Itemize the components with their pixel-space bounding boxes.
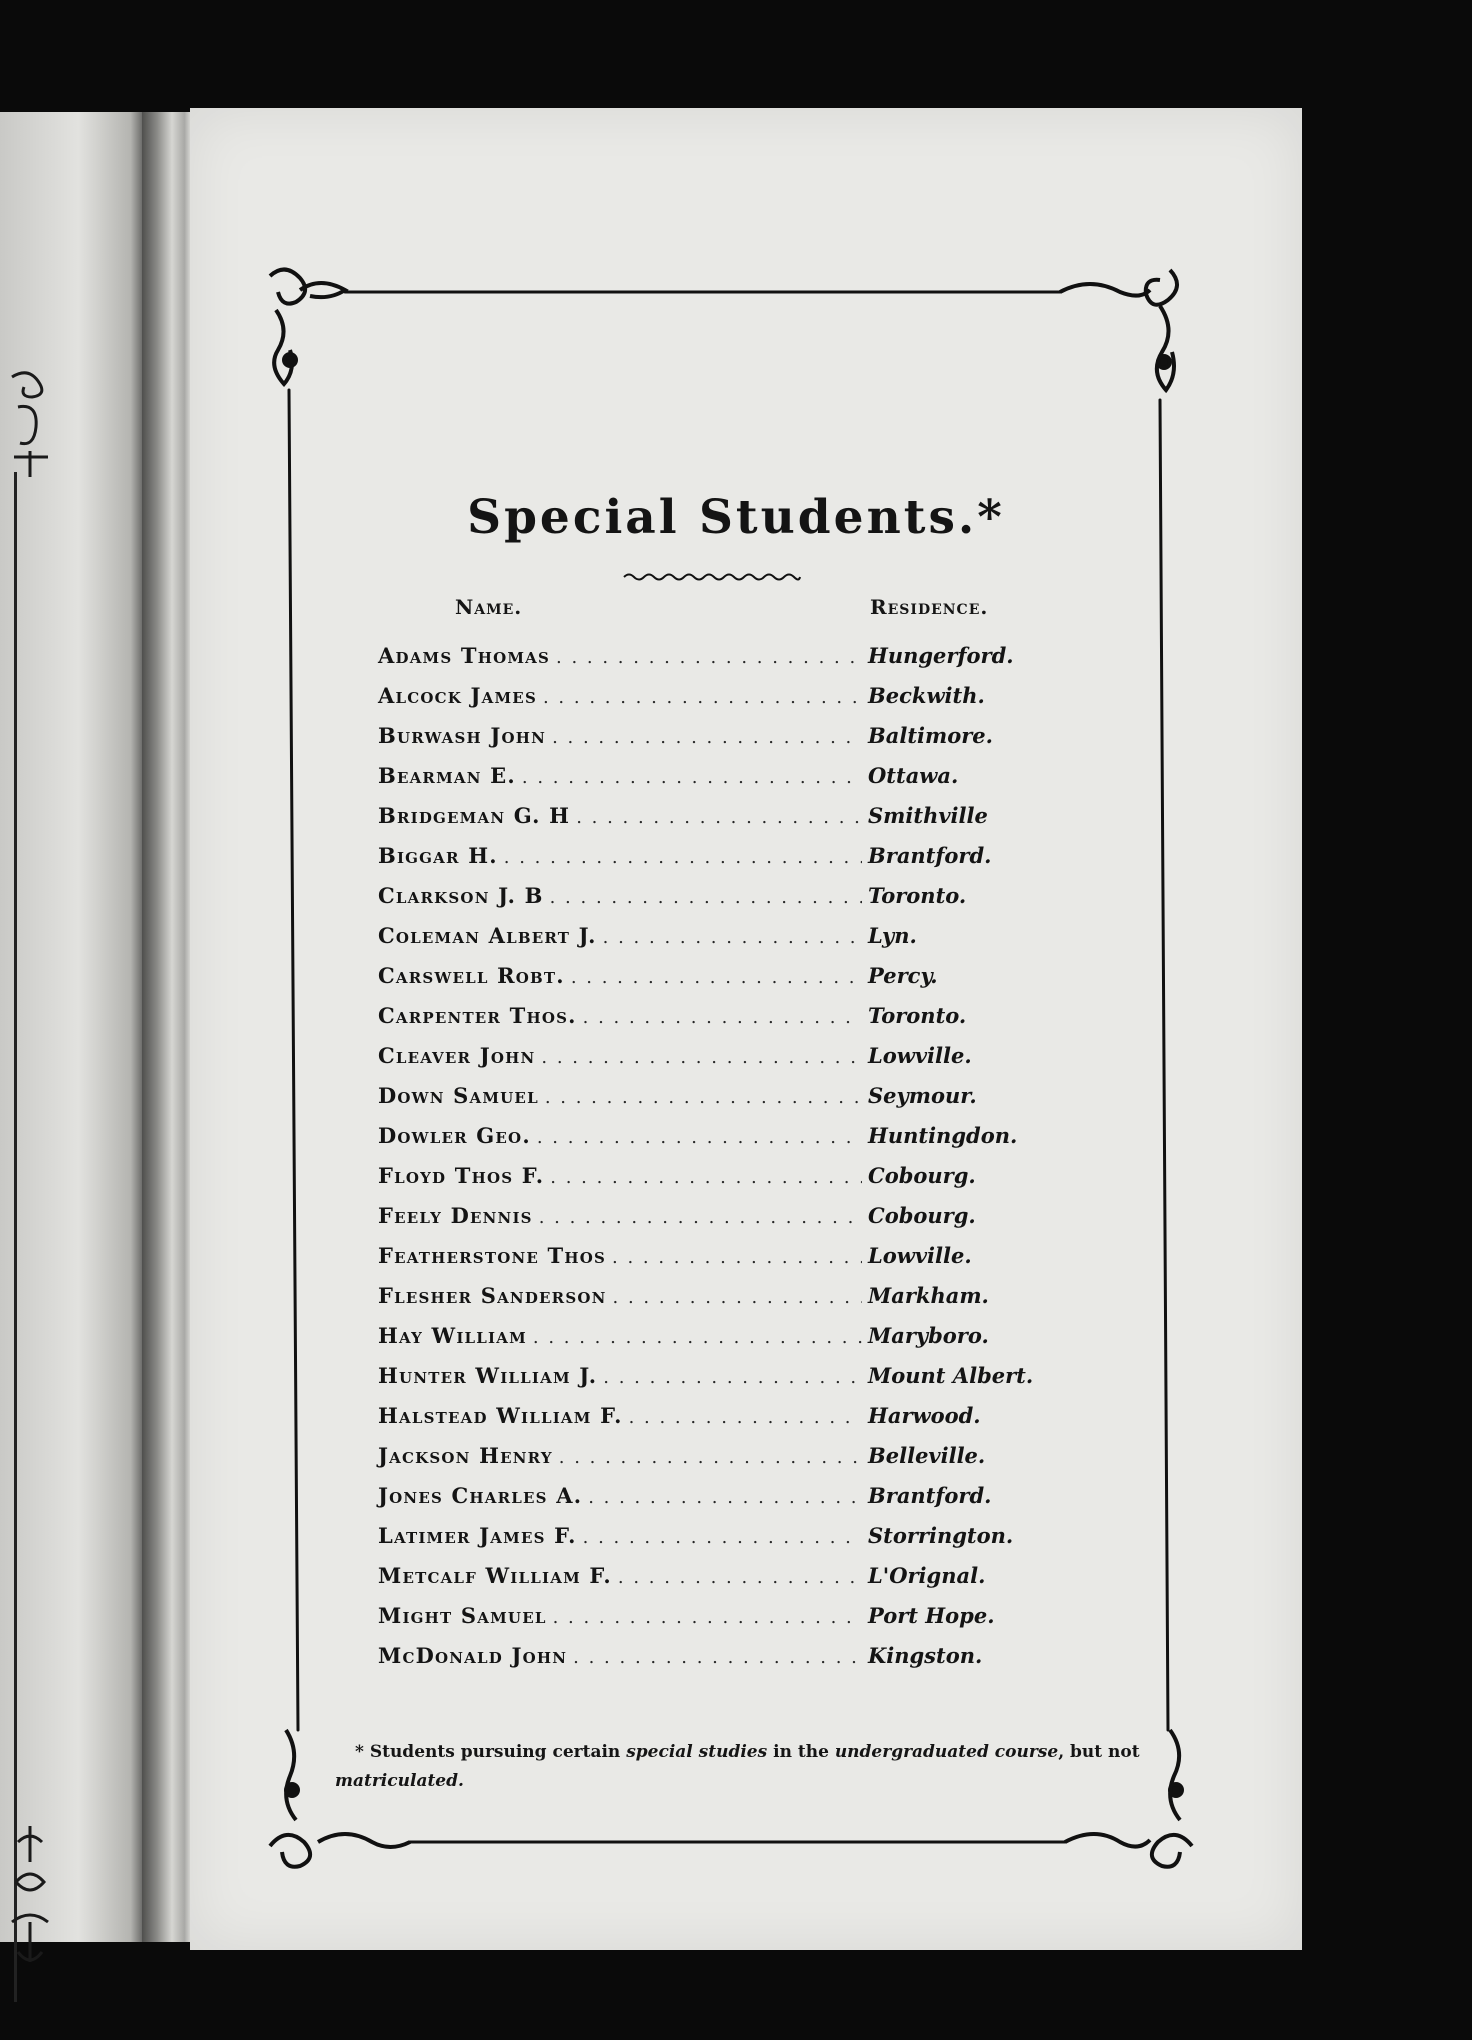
list-item bbox=[378, 836, 1038, 876]
student-name: Halstead William F. bbox=[378, 1403, 623, 1428]
student-name: Bridgeman G. H bbox=[378, 803, 571, 828]
student-residence: Brantford. bbox=[868, 1483, 992, 1508]
student-residence: Belleville. bbox=[868, 1443, 986, 1468]
student-name: Dowler Geo. bbox=[378, 1123, 531, 1148]
list-item bbox=[378, 1276, 1038, 1316]
student-name: Carswell Robt. bbox=[378, 963, 565, 988]
student-name: Might Samuel bbox=[378, 1603, 547, 1628]
leader-dots bbox=[533, 1318, 862, 1358]
student-residence: Smithville bbox=[868, 803, 988, 828]
student-residence: Toronto. bbox=[868, 1003, 967, 1028]
student-residence: Lyn. bbox=[868, 923, 917, 948]
list-item bbox=[378, 756, 1038, 796]
student-name: Metcalf William F. bbox=[378, 1563, 612, 1588]
student-name: Hay William bbox=[378, 1323, 527, 1348]
leader-dots bbox=[553, 1598, 862, 1638]
footnote-text: in the bbox=[767, 1742, 835, 1762]
list-item bbox=[378, 1236, 1038, 1276]
student-residence: Lowville. bbox=[868, 1243, 972, 1268]
list-item bbox=[378, 1156, 1038, 1196]
student-name: McDonald John bbox=[378, 1643, 568, 1668]
leader-dots bbox=[550, 878, 862, 918]
list-item bbox=[378, 1356, 1038, 1396]
student-name: Jones Charles A. bbox=[378, 1483, 583, 1508]
leader-dots bbox=[571, 958, 862, 998]
leader-dots bbox=[603, 1358, 862, 1398]
list-item bbox=[378, 1476, 1038, 1516]
student-name: Alcock James bbox=[378, 683, 537, 708]
leader-dots bbox=[537, 1118, 862, 1158]
list-item bbox=[378, 796, 1038, 836]
student-name: Floyd Thos F. bbox=[378, 1163, 545, 1188]
student-residence: Cobourg. bbox=[868, 1163, 976, 1188]
student-residence: Percy. bbox=[868, 963, 938, 988]
page-title: Special Students.* bbox=[467, 490, 1005, 545]
student-residence: Maryboro. bbox=[868, 1323, 989, 1348]
footnote-text: , but not bbox=[1058, 1742, 1140, 1762]
student-list bbox=[378, 636, 1038, 1676]
title-wavy-rule bbox=[622, 570, 802, 584]
column-header-name: Name. bbox=[455, 595, 523, 619]
student-name: Hunter William J. bbox=[378, 1363, 598, 1388]
student-name: Bearman E. bbox=[378, 763, 516, 788]
list-item bbox=[378, 1316, 1038, 1356]
leader-dots bbox=[576, 798, 862, 838]
student-residence: Hungerford. bbox=[868, 643, 1014, 668]
student-name: Jackson Henry bbox=[378, 1443, 553, 1468]
leader-dots bbox=[522, 758, 862, 798]
student-residence: Port Hope. bbox=[868, 1603, 995, 1628]
student-residence: Ottawa. bbox=[868, 763, 959, 788]
leader-dots bbox=[583, 998, 862, 1038]
student-residence: Lowville. bbox=[868, 1043, 972, 1068]
student-residence: Brantford. bbox=[868, 843, 992, 868]
leader-dots bbox=[543, 678, 862, 718]
list-item bbox=[378, 996, 1038, 1036]
student-name: Clarkson J. B bbox=[378, 883, 544, 908]
list-item bbox=[378, 956, 1038, 996]
list-item bbox=[378, 676, 1038, 716]
leader-dots bbox=[612, 1238, 862, 1278]
footnote bbox=[335, 1738, 1140, 1796]
leader-dots bbox=[618, 1558, 862, 1598]
student-name: Cleaver John bbox=[378, 1043, 536, 1068]
leader-dots bbox=[541, 1038, 862, 1078]
leader-dots bbox=[629, 1398, 862, 1438]
list-item bbox=[378, 1116, 1038, 1156]
student-name: Featherstone Thos bbox=[378, 1243, 607, 1268]
leader-dots bbox=[613, 1278, 862, 1318]
leader-dots bbox=[545, 1078, 862, 1118]
corner-ornament-icon bbox=[270, 269, 345, 384]
leader-dots bbox=[603, 918, 862, 958]
student-residence: Baltimore. bbox=[868, 723, 993, 748]
column-header-residence: Residence. bbox=[870, 595, 989, 619]
leader-dots bbox=[550, 1158, 862, 1198]
list-item bbox=[378, 916, 1038, 956]
student-residence: Seymour. bbox=[868, 1083, 977, 1108]
list-item bbox=[378, 876, 1038, 916]
list-item bbox=[378, 1436, 1038, 1476]
list-item bbox=[378, 1636, 1038, 1676]
student-name: Burwash John bbox=[378, 723, 547, 748]
student-residence: Cobourg. bbox=[868, 1203, 976, 1228]
student-name: Latimer James F. bbox=[378, 1523, 577, 1548]
student-residence: Kingston. bbox=[868, 1643, 983, 1668]
student-name: Biggar H. bbox=[378, 843, 498, 868]
student-residence: Markham. bbox=[868, 1283, 989, 1308]
student-residence: Beckwith. bbox=[868, 683, 985, 708]
leader-dots bbox=[539, 1198, 862, 1238]
footnote-emphasis: matriculated. bbox=[335, 1771, 464, 1791]
student-name: Carpenter Thos. bbox=[378, 1003, 577, 1028]
student-residence: Huntingdon. bbox=[868, 1123, 1018, 1148]
list-item bbox=[378, 1556, 1038, 1596]
student-residence: Toronto. bbox=[868, 883, 967, 908]
student-residence: L'Orignal. bbox=[868, 1563, 986, 1588]
footnote-mark: * bbox=[355, 1742, 364, 1762]
list-item bbox=[378, 1516, 1038, 1556]
list-item bbox=[378, 716, 1038, 756]
corner-ornament-icon bbox=[1060, 270, 1177, 390]
list-item bbox=[378, 1196, 1038, 1236]
student-name: Feely Dennis bbox=[378, 1203, 533, 1228]
list-item bbox=[378, 636, 1038, 676]
leader-dots bbox=[583, 1518, 862, 1558]
student-residence: Mount Albert. bbox=[868, 1363, 1034, 1388]
footnote-emphasis: special studies bbox=[626, 1742, 768, 1762]
student-residence: Storrington. bbox=[868, 1523, 1014, 1548]
leader-dots bbox=[552, 718, 862, 758]
student-name: Adams Thomas bbox=[378, 643, 551, 668]
student-name: Flesher Sanderson bbox=[378, 1283, 607, 1308]
list-item bbox=[378, 1396, 1038, 1436]
list-item bbox=[378, 1596, 1038, 1636]
leader-dots bbox=[573, 1638, 862, 1678]
student-name: Coleman Albert J. bbox=[378, 923, 597, 948]
student-name: Down Samuel bbox=[378, 1083, 539, 1108]
list-item bbox=[378, 1036, 1038, 1076]
leader-dots bbox=[588, 1478, 862, 1518]
footnote-emphasis: undergraduated course bbox=[834, 1742, 1059, 1762]
leader-dots bbox=[559, 1438, 862, 1478]
list-item bbox=[378, 1076, 1038, 1116]
student-residence: Harwood. bbox=[868, 1403, 981, 1428]
leader-dots bbox=[556, 638, 862, 678]
footnote-text: Students pursuing certain bbox=[369, 1742, 627, 1762]
leader-dots bbox=[504, 838, 862, 878]
